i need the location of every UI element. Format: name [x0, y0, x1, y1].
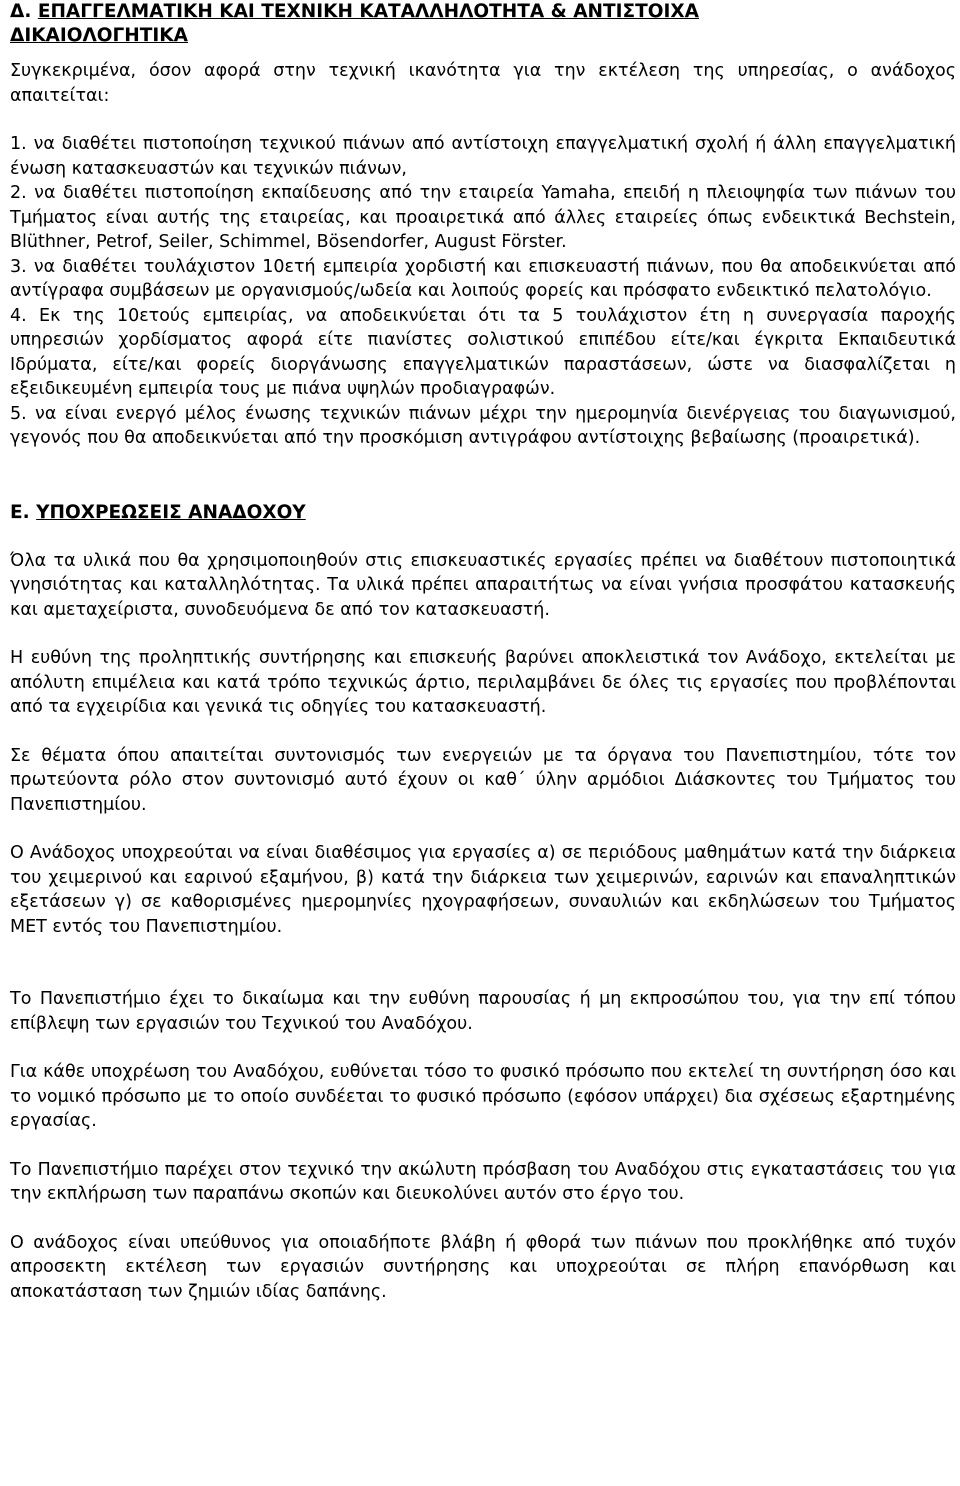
- section-d-title-line2: ΔΙΚΑΙΟΛΟΓΗΤΙΚΑ: [10, 25, 188, 46]
- section-d-prefix: Δ.: [10, 1, 32, 22]
- list-item: 4. Εκ της 10ετούς εμπειρίας, να αποδεικνύεται ότι τα 5 τουλάχιστον έτη η συνεργασία παροχής υπηρεσιών χορδίσματος αφορά είτε πιανίστες σολιστικού επιπέδου είτε/και έγκριτα Εκπαιδευτικά Ιδρύματα, είτε/και φορείς διοργάνωσης επαγγελματικών παραστάσεων, ώστε να διασφαλίζεται η εξειδικευμένη εμπειρία τους με πιάνα υψηλών προδιαγραφών.: [10, 305, 956, 399]
- paragraph: Όλα τα υλικά που θα χρησιμοποιηθούν στις επισκευαστικές εργασίες πρέπει να διαθέτουν πιστοποιητικά γνησιότητας και καταλληλότητας. Τα υλικά πρέπει απαραιτήτως να είναι γνήσια προσφάτου κατασκευής και αμεταχείριστα, συνοδευόμενα δε από τον κατασκευαστή.: [10, 550, 956, 620]
- paragraph: Για κάθε υποχρέωση του Αναδόχου, ευθύνεται τόσο το φυσικό πρόσωπο που εκτελεί τη συντήρηση όσο και το νομικό πρόσωπο με το οποίο συνδέεται το φυσικό πρόσωπο (εφόσον υπάρχει) δια σχέσεως εξαρτημένης εργασίας.: [10, 1062, 956, 1131]
- document-page: [10, 0, 956, 1304]
- section-d-heading: [10, 0, 956, 48]
- paragraph: Το Πανεπιστήμιο έχει το δικαίωμα και την ευθύνη παρουσίας ή μη εκπροσώπου του, για την επί τόπου επίβλεψη των εργασιών του Τεχνικού του Αναδόχου.: [10, 989, 956, 1034]
- section-d: [10, 0, 956, 451]
- paragraph: Ο ανάδοχος είναι υπεύθυνος για οποιαδήποτε βλάβη ή φθορά των πιάνων που προκλήθηκε από τυχόν απροσεκτη εκτέλεση των εργασιών συντήρησης και υποχρεούται σε πλήρη επανόρθωση και αποκατάσταση των ζημιών ιδίας δαπάνης.: [10, 1232, 956, 1302]
- section-d-intro: Συγκεκριμένα, όσον αφορά στην τεχνική ικανότητα για την εκτέλεση της υπηρεσίας, ο ανάδοχος απαιτείται:: [10, 61, 956, 106]
- list-item: 5. να είναι ενεργό μέλος ένωσης τεχνικών πιάνων μέχρι την ημερομηνία διενέργειας του διαγωνισμού, γεγονός που θα αποδεικνύεται από την προσκόμιση αντιγράφου αντίστοιχης βεβαίωσης (προαιρετικά).: [10, 403, 956, 448]
- section-e-prefix: Ε.: [10, 501, 30, 523]
- section-e: [10, 501, 956, 1305]
- section-e-heading: [10, 501, 956, 525]
- paragraph: Το Πανεπιστήμιο παρέχει στον τεχνικό την ακώλυτη πρόσβαση του Αναδόχου στις εγκαταστάσεις του για την εκπλήρωση των παραπάνω σκοπών και διευκολύνει αυτόν στο έργο του.: [10, 1159, 956, 1204]
- paragraph: Ο Ανάδοχος υποχρεούται να είναι διαθέσιμος για εργασίες α) σε περιόδους μαθημάτων κατά την διάρκεια του χειμερινού και εαρινού εξαμήνου, β) κατά την διάρκεια των χειμερινών, εαρινών και επαναληπτικών εξετάσεων γ) σε καθορισμένες ημερομηνίες ηχογραφήσεων, συναυλιών και εκδηλώσεων του Τμήματος ΜΕΤ εντός του Πανεπιστημίου.: [10, 843, 956, 937]
- section-d-title-line1: ΕΠΑΓΓΕΛΜΑΤΙΚΗ ΚΑΙ ΤΕΧΝΙΚΗ ΚΑΤΑΛΛΗΛΟΤΗΤΑ & ΑΝΤΙΣΤΟΙΧΑ: [37, 1, 699, 22]
- paragraph: Σε θέματα όπου απαιτείται συντονισμός των ενεργειών με τα όργανα του Πανεπιστημίου, τότε τον πρωτεύοντα ρόλο στον συντονισμό αυτό έχουν οι καθ΄ ύλην αρμόδιοι Διάσκοντες του Τμήματος του Πανεπιστημίου.: [10, 745, 956, 815]
- list-item: 1. να διαθέτει πιστοποίηση τεχνικού πιάνων από αντίστοιχη επαγγελματική σχολή ή άλλη επαγγελματική ένωση κατασκευαστών και τεχνικών πιάνων,: [10, 134, 956, 179]
- requirements-list: [10, 132, 956, 451]
- paragraph: Η ευθύνη της προληπτικής συντήρησης και επισκευής βαρύνει αποκλειστικά τον Ανάδοχο, εκτελείται με απόλυτη επιμέλεια και κατά τρόπο τεχνικώς άρτιο, περιλαμβάνει δε όλες τις εργασίες που προβλέπονται από τα εγχειρίδια και γενικά τις οδηγίες του κατασκευαστή.: [10, 648, 956, 717]
- list-item: 2. να διαθέτει πιστοποίηση εκπαίδευσης από την εταιρεία Yamaha, επειδή η πλειοψηφία των πιάνων του Τμήματος είναι αυτής της εταιρείας, και προαιρετικά από άλλες εταιρείες όπως ενδεικτικά Bechstein, Blüthner, Petrof, Seiler, Schimmel, Bösendorfer, August Förster.: [10, 183, 956, 252]
- section-e-title: ΥΠΟΧΡΕΩΣΕΙΣ ΑΝΑΔΟΧΟΥ: [36, 501, 306, 523]
- list-item: 3. να διαθέτει τουλάχιστον 10ετή εμπειρία χορδιστή και επισκευαστή πιάνων, που θα αποδεικνύεται από αντίγραφα συμβάσεων με οργανισμούς/ωδεία και λοιπούς φορείς και πρόσφατο ενδεικτικό πελατολόγιο.: [10, 256, 956, 301]
